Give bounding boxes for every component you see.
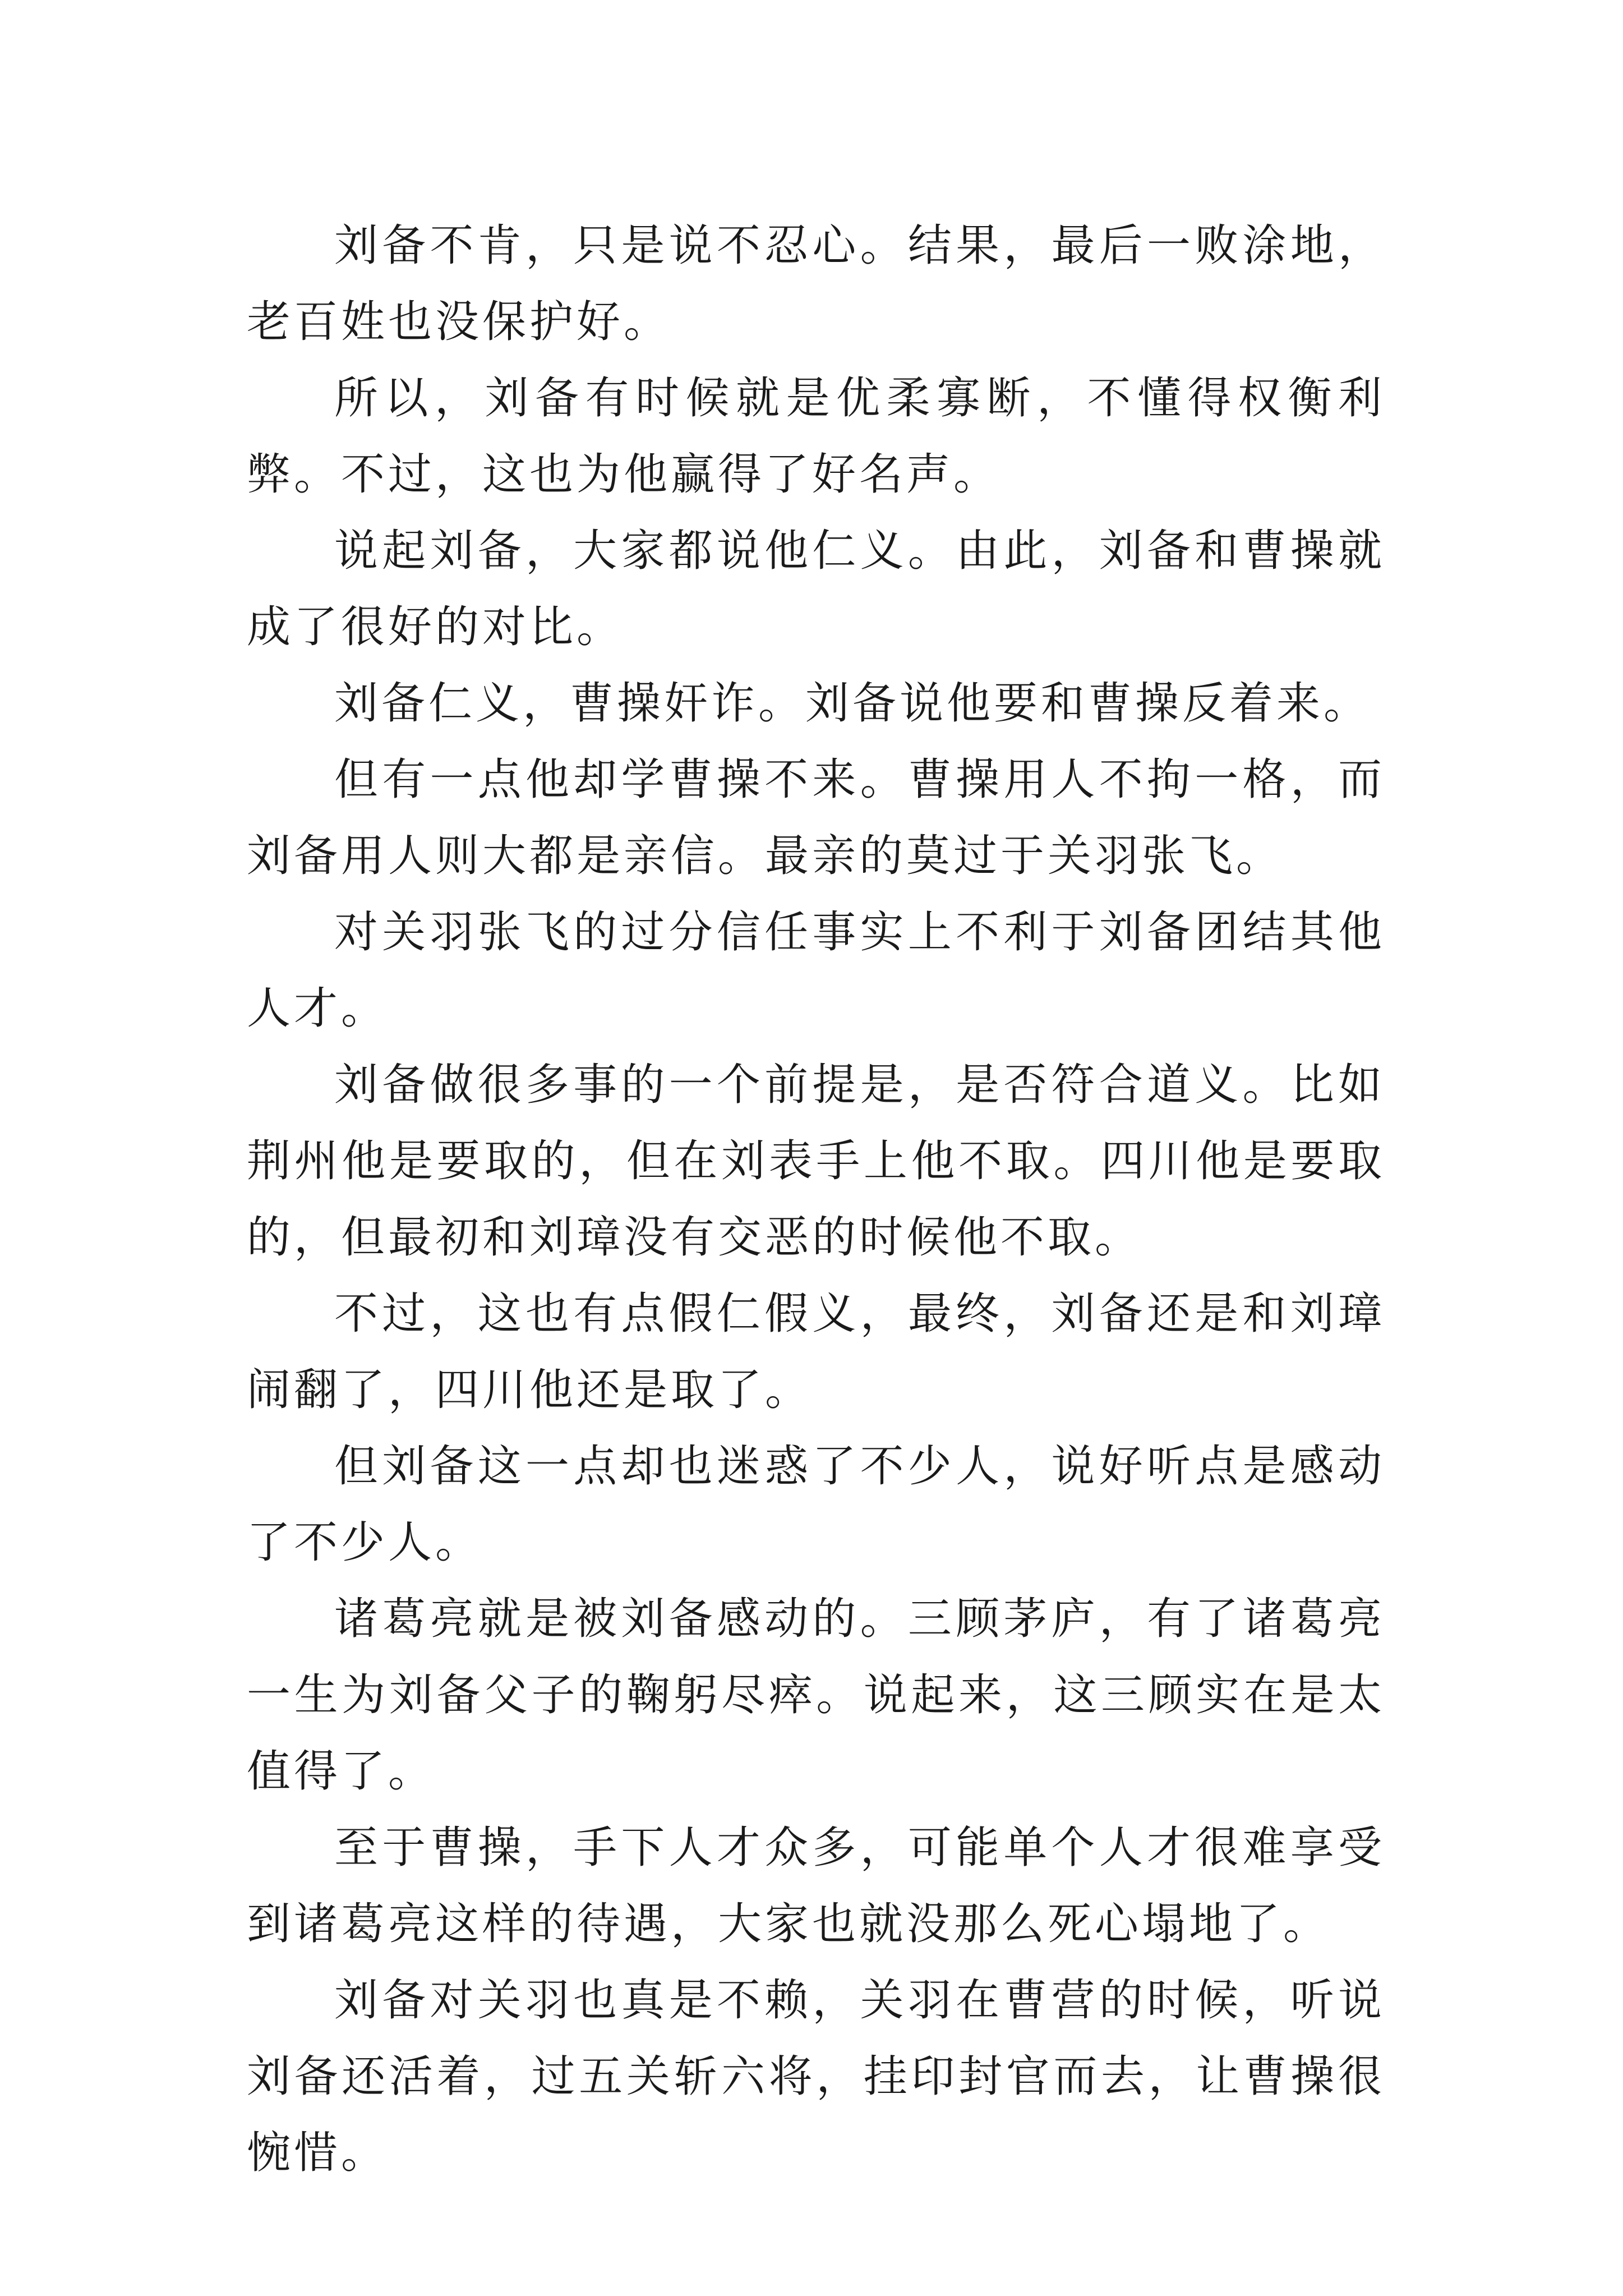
paragraph: 说起刘备，大家都说他仁义。由此，刘备和曹操就成了很好的对比。 [247,526,1385,652]
document-body [247,208,1385,2191]
paragraph: 至于曹操，手下人才众多，可能单个人才很难享受到诸葛亮这样的待遇，大家也就没那么死心塌地了。 [247,1823,1385,1949]
paragraph: 刘备仁义，曹操奸诈。刘备说他要和曹操反着来。 [334,678,1371,729]
paragraph: 不过，这也有点假仁假义，最终，刘备还是和刘璋闹翻了，四川他还是取了。 [247,1289,1385,1415]
paragraph: 但刘备这一点却也迷惑了不少人，说好听点是感动了不少人。 [247,1441,1385,1568]
paragraph: 刘备对关羽也真是不赖，关羽在曹营的时候，听说刘备还活着，过五关斩六将，挂印封官而去，让曹操很惋惜。 [247,1975,1385,2178]
paragraph: 诸葛亮就是被刘备感动的。三顾茅庐，有了诸葛亮一生为刘备父子的鞠躬尽瘁。说起来，这三顾实在是太值得了。 [247,1594,1385,1797]
paragraph: 所以，刘备有时候就是优柔寡断，不懂得权衡利弊。不过，这也为他赢得了好名声。 [247,373,1385,500]
paragraph: 刘备做很多事的一个前提是，是否符合道义。比如荆州他是要取的，但在刘表手上他不取。四川他是要取的，但最初和刘璋没有交恶的时候他不取。 [247,1060,1385,1263]
paragraph: 对关羽张飞的过分信任事实上不利于刘备团结其他人才。 [247,907,1385,1034]
paragraph: 但有一点他却学曹操不来。曹操用人不拘一格，而刘备用人则大都是亲信。最亲的莫过于关羽张飞。 [247,754,1385,881]
paragraph: 刘备不肯，只是说不忍心。结果，最后一败涂地，老百姓也没保护好。 [247,220,1385,347]
